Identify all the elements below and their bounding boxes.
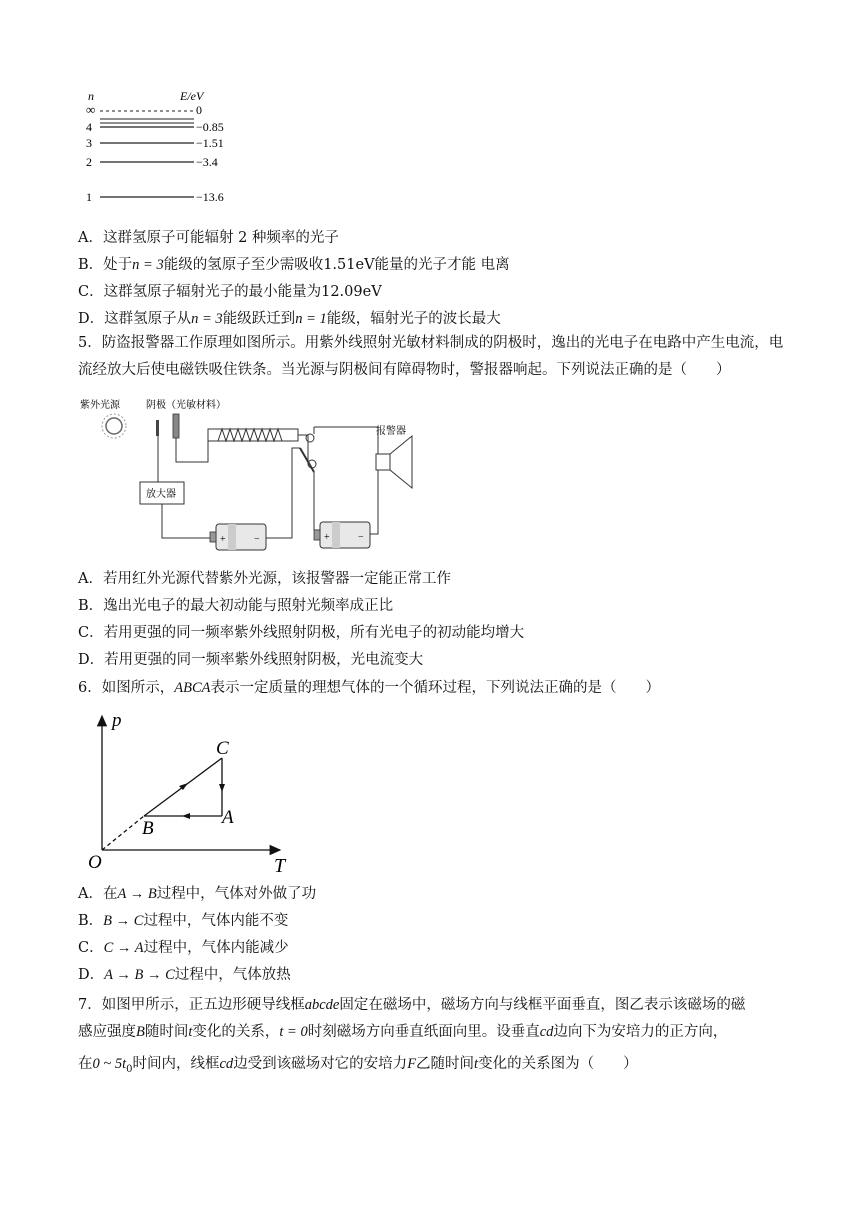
level-n-2: 2 [86, 155, 92, 169]
q7-stem-line-1: 7．如图甲所示，正五边形硬导线框abcde固定在磁场中，磁场方向与线框平面垂直，图乙表示该磁场的磁 [78, 997, 746, 1013]
point-a-label: A [222, 807, 234, 828]
q4-option-a: A．这群氢原子可能辐射 2 种频率的光子 [78, 230, 339, 246]
level-n-1: 1 [86, 190, 92, 204]
q6-option-b: B．B → C过程中，气体内能不变 [78, 913, 289, 929]
level-n-3: 3 [86, 136, 92, 150]
level-e-4: −0.85 [196, 120, 224, 134]
q5-option-c: C．若用更强的同一频率紫外线照射阴极，所有光电子的初动能均增大 [78, 625, 525, 641]
battery-2-plus: + [324, 532, 330, 543]
speaker-icon [376, 436, 412, 488]
q6-option-a: A．在A → B过程中，气体对外做了功 [78, 886, 317, 902]
level-n-inf: ∞ [86, 102, 96, 117]
point-b-label: B [142, 818, 154, 839]
uv-source-icon [102, 414, 126, 438]
q4-option-b: B．处于n = 3能级的氢原子至少需吸收1.51eV能量的光子才能 电离 [78, 257, 510, 273]
battery-2-minus: − [358, 532, 364, 543]
cathode-icon [173, 414, 179, 438]
battery-1-plus: + [220, 534, 226, 545]
extension-dashed-line [102, 816, 144, 850]
point-c-label: C [216, 738, 229, 759]
q7-stem-line-3: 在0 ~ $5t_0$时间内，线框cd边受到该磁场对它的安培力F乙随时间t变化的关系图为（ ） [78, 1056, 638, 1075]
level-e-inf: 0 [196, 103, 202, 117]
n-axis-label: n [88, 89, 94, 103]
arrow-c-a [219, 784, 225, 792]
q7-stem-line-2: 感应强度B随时间t变化的关系，t = 0时刻磁场方向垂直纸面向里。设垂直cd边向下为安培力的正方向， [78, 1024, 728, 1040]
uv-source-label: 紫外光源 [80, 400, 120, 411]
amplifier-label: 放大器 [146, 489, 176, 500]
q6-option-d: D．A → B → C过程中，气体放热 [78, 967, 291, 983]
q5-option-b: B．逸出光电子的最大初动能与照射光频率成正比 [78, 598, 394, 614]
level-n-4: 4 [86, 120, 92, 134]
level-e-2: −3.4 [196, 155, 218, 169]
anode-icon [156, 420, 159, 436]
battery-1-minus: − [254, 534, 260, 545]
p-t-graph [84, 708, 304, 878]
level-e-1: −13.6 [196, 190, 224, 204]
origin-label: O [88, 852, 102, 873]
q5-stem: 5．防盗报警器工作原理如图所示。用紫外线照射光敏材料制成的阴极时，逸出的光电子在电路中产生电流，电流经放大后使电磁铁吸住铁条。当光源与阴极间有障碍物时，警报器响起。下列说法正确的是（ ） [78, 335, 784, 378]
level-e-3: −1.51 [196, 136, 224, 150]
p-axis-label: p [112, 710, 122, 731]
q5-option-a: A．若用红外光源代替紫外光源，该报警器一定能正常工作 [78, 571, 451, 587]
cathode-label: 阴极（光敏材料） [146, 400, 226, 411]
q6-option-c: C．C → A过程中，气体内能减少 [78, 940, 289, 956]
q4-option-d: D．这群氢原子从n = 3能级跃迁到n = 1能级，辐射光子的波长最大 [78, 311, 501, 327]
alarm-label: 报警器 [376, 426, 406, 437]
t-axis-label: T [274, 855, 286, 877]
arrow-a-b [182, 813, 190, 819]
alarm-circuit-diagram [78, 392, 428, 554]
q5-option-d: D．若用更强的同一频率紫外线照射阴极，光电流变大 [78, 652, 424, 668]
q6-stem: 6．如图所示，ABCA表示一定质量的理想气体的一个循环过程，下列说法正确的是（ ） [78, 680, 660, 696]
q4-option-c: C．这群氢原子辐射光子的最小能量为12.09eV [78, 284, 382, 300]
energy-level-diagram [84, 86, 254, 208]
energy-axis-label: E/eV [180, 89, 204, 103]
